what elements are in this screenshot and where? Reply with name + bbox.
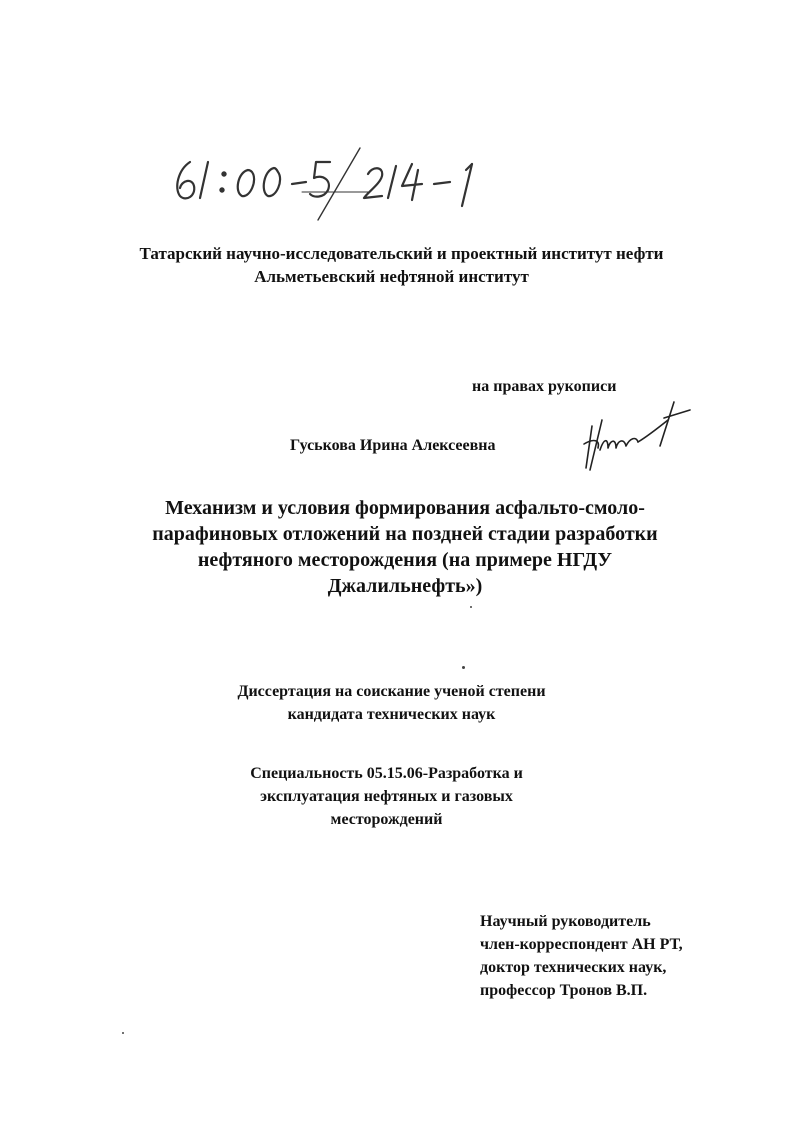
institute-name-primary: Татарский научно-исследовательский и проектный институт нефти (139, 244, 664, 263)
degree-line: Диссертация на соискание ученой степени (237, 683, 546, 700)
scan-speck (122, 1032, 124, 1034)
degree-statement (0, 680, 793, 726)
dissertation-title (110, 495, 700, 599)
speciality-statement (0, 762, 793, 831)
degree-line: кандидата технических наук (287, 706, 496, 723)
institute-name-secondary: Альметьевский нефтяной институт (254, 267, 529, 286)
scientific-supervisor (480, 910, 683, 1002)
scan-speck (470, 606, 472, 608)
title-line: Джалильнефть») (327, 575, 483, 597)
handwritten-archive-code (168, 140, 508, 230)
speciality-line: месторождений (330, 811, 443, 828)
speciality-line: Специальность 05.15.06-Разработка и (250, 765, 523, 782)
manuscript-rights-note: на правах рукописи (472, 378, 617, 395)
author-signature (578, 398, 698, 478)
supervisor-line: профессор Тронов В.П. (480, 982, 648, 999)
speciality-line: эксплуатация нефтяных и газовых (260, 788, 513, 805)
author-name: Гуськова Ирина Алексеевна (290, 437, 496, 454)
supervisor-line: Научный руководитель (480, 913, 651, 930)
scan-speck (462, 666, 465, 669)
supervisor-line: член-корреспондент АН РТ, (480, 936, 683, 953)
title-line: парафиновых отложений на поздней стадии разработки (152, 523, 658, 545)
supervisor-line: доктор технических наук, (480, 959, 667, 976)
title-line: Механизм и условия формирования асфальто-смоло- (165, 497, 645, 519)
title-line: нефтяного месторождения (на примере НГДУ (197, 549, 613, 571)
